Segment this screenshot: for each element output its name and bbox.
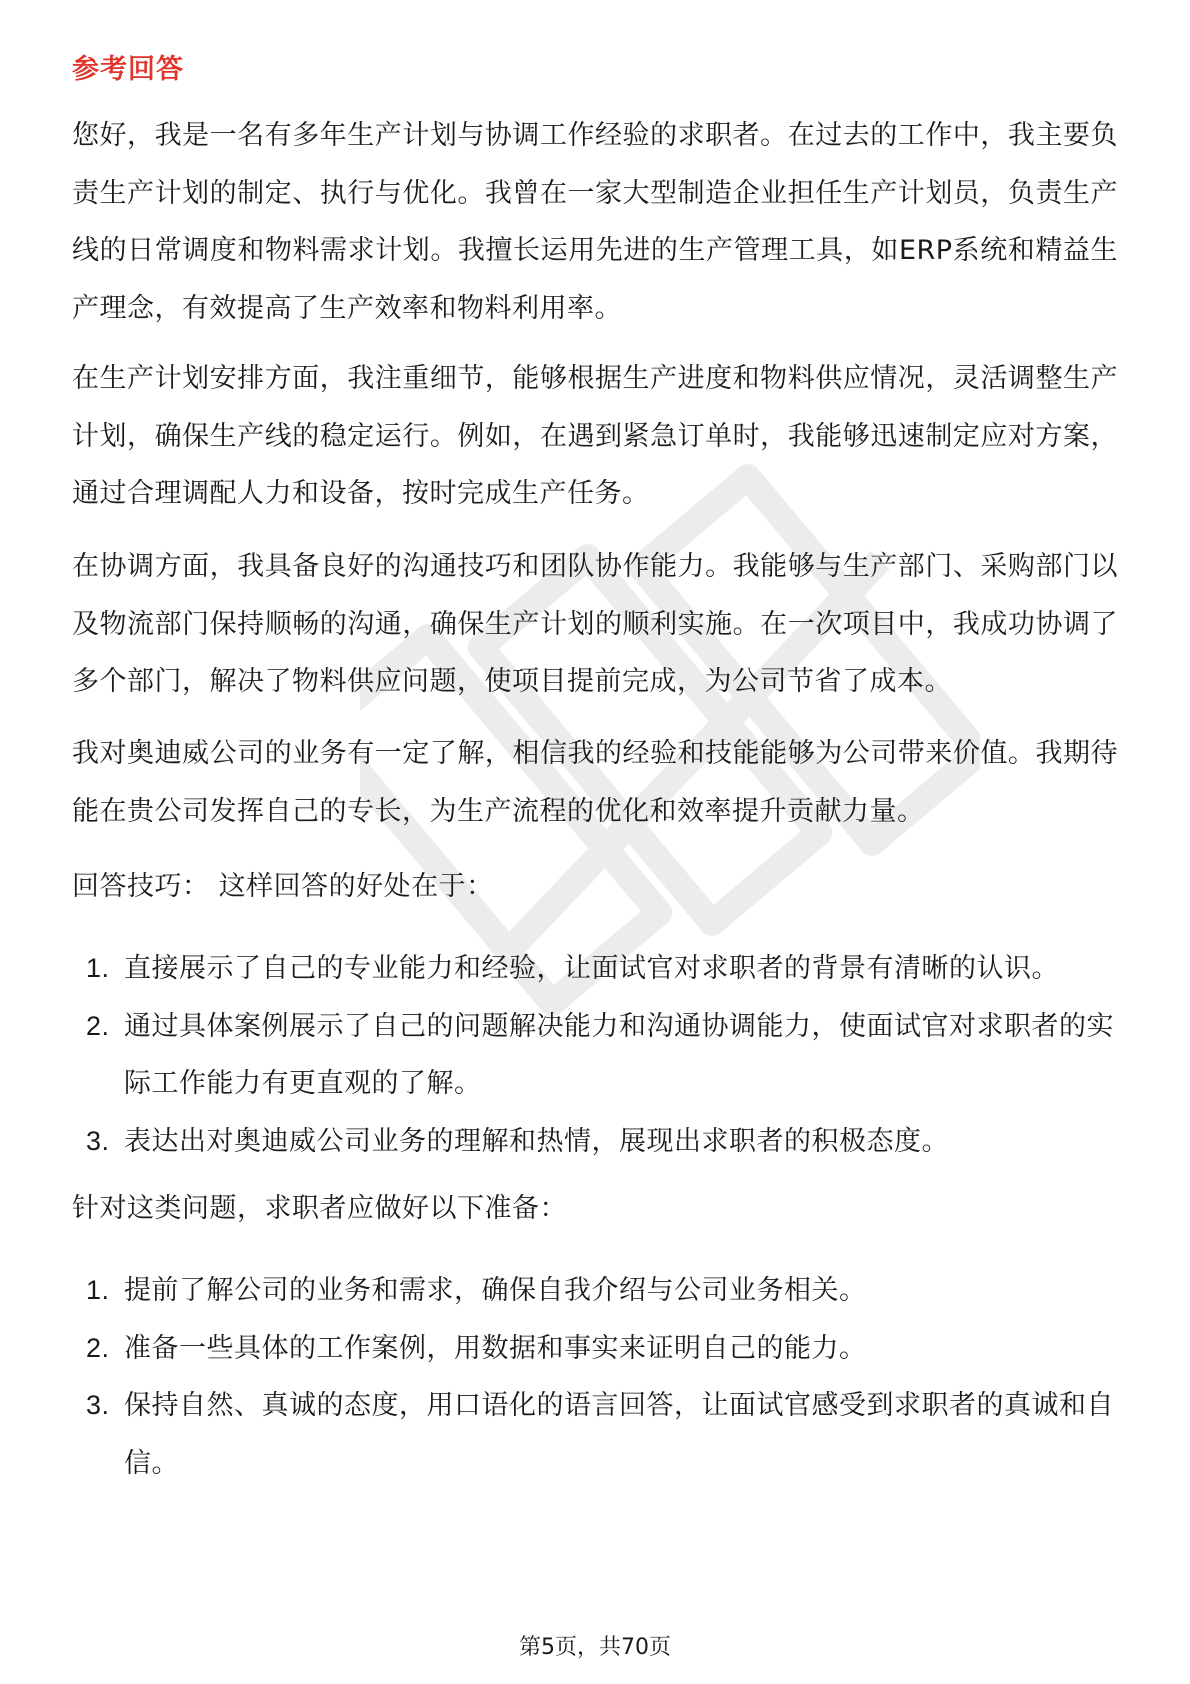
tips-intro: 回答技巧： 这样回答的好处在于：	[72, 871, 494, 902]
list-number: 2.	[86, 1332, 110, 1363]
prep-intro: 针对这类问题，求职者应做好以下准备：	[72, 1193, 567, 1224]
list-item	[72, 1113, 1118, 1171]
list-item-text: 准备一些具体的工作案例，用数据和事实来证明自己的能力。	[124, 1332, 867, 1364]
list-item-text: 通过具体案例展示了自己的问题解决能力和沟通协调能力，使面试官对求职者的实际工作能力有更直观的了解。	[124, 1010, 1114, 1099]
list-item	[72, 1377, 1118, 1492]
list-item	[72, 1320, 1118, 1378]
list-item-text: 直接展示了自己的专业能力和经验，让面试官对求职者的背景有清晰的认识。	[124, 953, 1059, 984]
answer-paragraph-2: 在生产计划安排方面，我注重细节，能够根据生产进度和物料供应情况，灵活调整生产计划，确保生产线的稳定运行。例如，在遇到紧急订单时，我能够迅速制定应对方案，通过合理调配人力和设备，按时完成生产任务。	[72, 363, 1118, 509]
answer-paragraph-1: 您好，我是一名有多年生产计划与协调工作经验的求职者。在过去的工作中，我主要负责生产计划的制定、执行与优化。我曾在一家大型制造企业担任生产计划员，负责生产线的日常调度和物料需求计划。我擅长运用先进的生产管理工具，如ERP系统和精益生产理念，有效提高了生产效率和物料利用率。	[72, 120, 1118, 324]
list-item	[72, 1262, 1118, 1320]
list-number: 2.	[86, 1010, 110, 1041]
list-number: 3.	[86, 1390, 110, 1420]
list-number: 3.	[86, 1125, 110, 1156]
list-item	[72, 940, 1118, 998]
list-item-text: 表达出对奥迪威公司业务的理解和热情，展现出求职者的积极态度。	[124, 1125, 949, 1157]
list-number: 1.	[86, 953, 110, 983]
section-heading: 参考回答	[72, 54, 184, 85]
page-footer: 第5页，共70页	[519, 1635, 671, 1660]
answer-paragraph-4: 我对奥迪威公司的业务有一定了解，相信我的经验和技能能够为公司带来价值。我期待能在贵公司发挥自己的专长，为生产流程的优化和效率提升贡献力量。	[72, 738, 1118, 827]
list-item	[72, 998, 1118, 1113]
list-number: 1.	[86, 1275, 110, 1305]
answer-paragraph-3: 在协调方面，我具备良好的沟通技巧和团队协作能力。我能够与生产部门、采购部门以及物流部门保持顺畅的沟通，确保生产计划的顺利实施。在一次项目中，我成功协调了多个部门，解决了物料供应问题，使项目提前完成，为公司节省了成本。	[72, 551, 1118, 697]
prep-list	[72, 1262, 1118, 1492]
list-item-text: 保持自然、真诚的态度，用口语化的语言回答，让面试官感受到求职者的真诚和自信。	[124, 1390, 1114, 1479]
tips-list	[72, 940, 1118, 1170]
list-item-text: 提前了解公司的业务和需求，确保自我介绍与公司业务相关。	[124, 1275, 867, 1306]
